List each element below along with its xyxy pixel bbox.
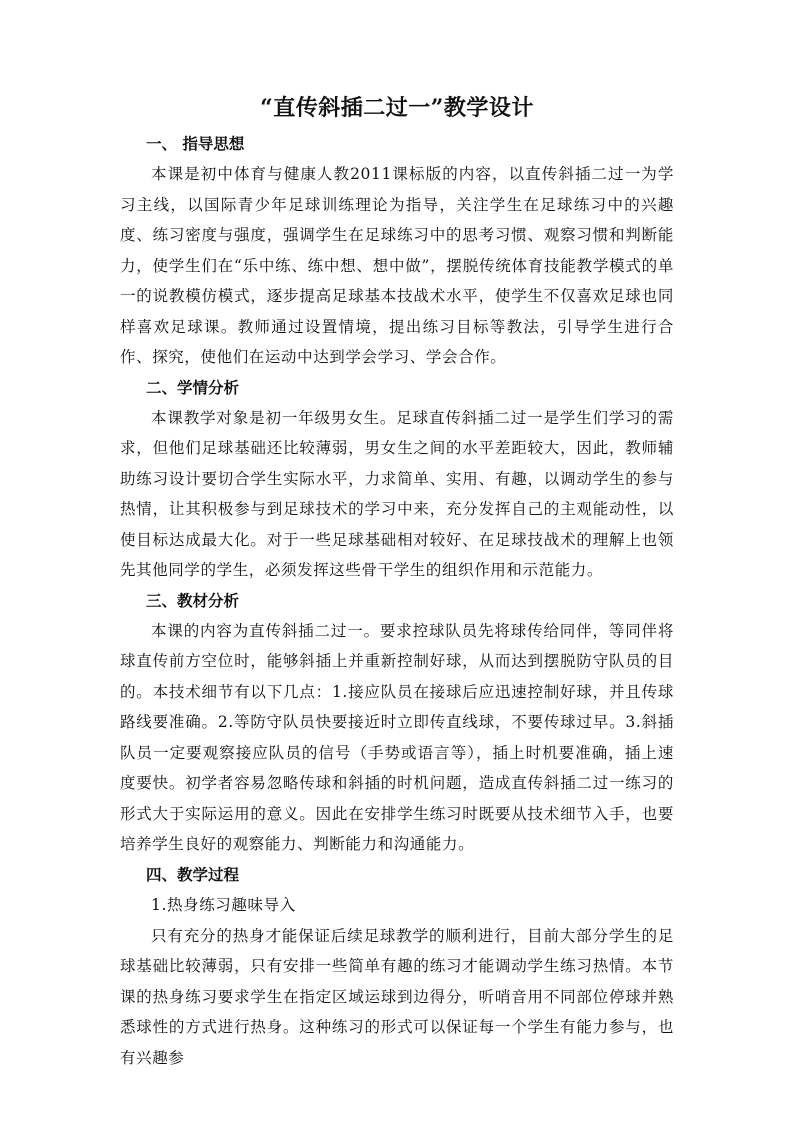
section-paragraph-material-analysis: 本课的内容为直传斜插二过一。要求控球队员先将球传给同伴，等同伴将球直传前方空位时，能够斜插上并重新控制好球，从而达到摆脱防守队员的目的。本技术细节有以下几点：1.接应队员在接球后应迅速控制好球，并且传球路线要准确。2.等防守队员快要接近时立即传直线球，不要传球过早。3.斜插队员一定要观察接应队员的信号（手势或语言等），插上时机要准确，插上速度要快。初学者容易忽略传球和斜插的时机问题，造成直传斜插二过一练习的形式大于实际运用的意义。因此在安排学生练习时既要从技术细节入手，也要培养学生良好的观察能力、判断能力和沟通能力。 (120, 621, 674, 853)
section-subheading-warmup: 1.热身练习趣味导入 (151, 895, 296, 914)
section-paragraph-guiding-ideology: 本课是初中体育与健康人教2011课标版的内容，以直传斜插二过一为学习主线，以国际青少年足球训练理论为指导，关注学生在足球练习中的兴趣度、练习密度与强度，强调学生在足球练习中的思考习惯、观察习惯和判断能力，使学生们在“乐中练、练中想、想中做”，摆脱传统体育技能教学模式的单一的说教模仿模式，逐步提高足球基本技战术水平，使学生不仅喜欢足球也同样喜欢足球课。教师通过设置情境，提出练习目标等教法，引导学生进行合作、探究，使他们在运动中达到学会学习、学会合作。 (120, 165, 674, 366)
document-title: “直传斜插二过一”教学设计 (260, 95, 534, 121)
section-heading-teaching-process: 四、教学过程 (146, 864, 240, 884)
section-heading-guiding-ideology: 一、 指导思想 (146, 134, 245, 153)
section-paragraph-student-analysis: 本课教学对象是初一年级男女生。足球直传斜插二过一是学生们学习的需求，但他们足球基础还比较薄弱，男女生之间的水平差距较大，因此，教师辅助练习设计要切合学生实际水平，力求简单、实用、有趣，以调动学生的参与热情，让其积极参与到足球技术的学习中来，充分发挥自己的主观能动性，以使目标达成最大化。对于一些足球基础相对较好、在足球技战术的理解上也领先其他同学的学生，必须发挥这些骨干学生的组织作用和示范能力。 (120, 408, 674, 579)
section-paragraph-warmup: 只有充分的热身才能保证后续足球教学的顺利进行，目前大部分学生的足球基础比较薄弱，只有安排一些简单有趣的练习才能调动学生练习热情。本节课的热身练习要求学生在指定区域运球到边得分，听哨音用不同部位停球并熟悉球性的方式进行热身。这种练习的形式可以保证每一个学生有能力参与，也有兴趣参 (120, 926, 674, 1067)
section-heading-material-analysis: 三、教材分析 (146, 590, 240, 610)
section-heading-student-analysis: 二、学情分析 (146, 377, 240, 397)
